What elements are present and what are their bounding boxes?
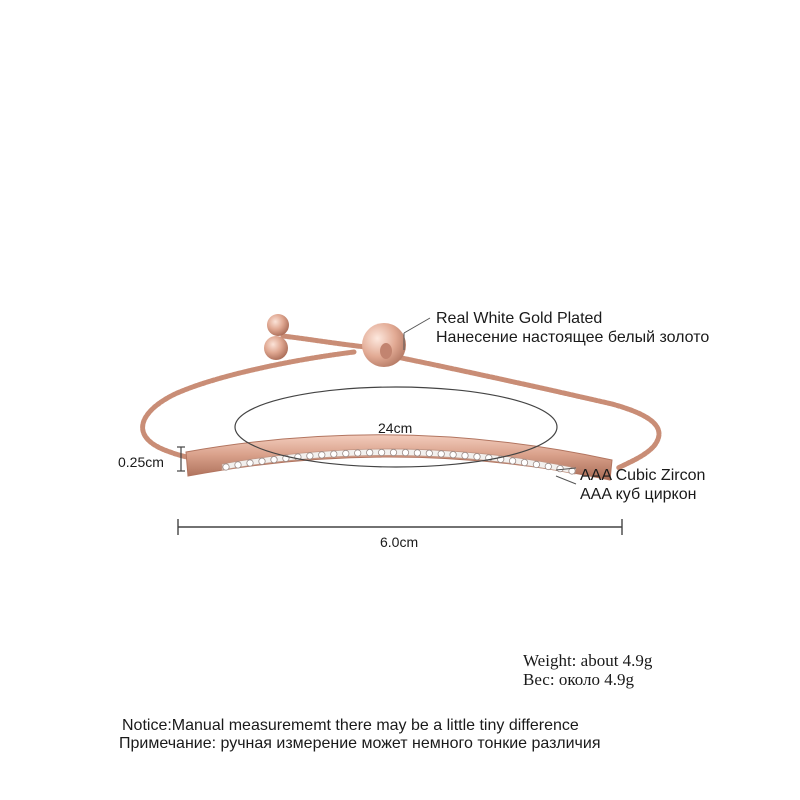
zircon-stone	[247, 460, 253, 466]
zircon-stone	[355, 450, 361, 456]
length-label: 24cm	[378, 420, 413, 436]
height-marker	[177, 447, 185, 471]
height-label: 0.25cm	[118, 454, 164, 470]
weight-label-ru: Вес: около 4.9g	[523, 670, 634, 689]
weight-label: Weight: about 4.9g	[523, 651, 653, 670]
zircon-stone	[545, 463, 551, 469]
plating-label: Real White Gold Plated	[436, 310, 603, 327]
zircon-stone	[390, 449, 396, 455]
zircon-stone	[259, 458, 265, 464]
slider-clasp	[362, 323, 406, 367]
zircon-stone	[533, 461, 539, 467]
zircon-stone	[331, 451, 337, 457]
zircon-stone	[450, 452, 456, 458]
notice-text: Notice:Manual measurememt there may be a little tiny difference	[122, 717, 579, 734]
zircon-stone	[235, 462, 241, 468]
zircon-stone	[378, 449, 384, 455]
zircon-stone	[474, 454, 480, 460]
zircon-stone	[557, 466, 563, 472]
plating-label-ru: Нанесение настоящее белый золото	[436, 329, 710, 346]
zircon-stone	[343, 450, 349, 456]
zircon-stone	[402, 449, 408, 455]
width-label: 6.0cm	[380, 534, 419, 550]
zircon-stone	[438, 451, 444, 457]
zircon-stone	[414, 450, 420, 456]
stone-label: AAA Cubic Zircon	[580, 467, 706, 484]
zircon-stone	[521, 459, 527, 465]
zircon-bar	[186, 435, 612, 480]
zircon-stone	[426, 450, 432, 456]
notice-text-ru: Примечание: ручная измерение может немного тонкие различия	[119, 735, 601, 752]
zircon-stone	[223, 464, 229, 470]
zircon-stone	[367, 449, 373, 455]
zircon-stone	[462, 452, 468, 458]
zircon-stone	[271, 457, 277, 463]
stone-label-ru: AAA куб циркон	[580, 486, 697, 503]
zircon-stone	[319, 452, 325, 458]
zircon-stone	[509, 458, 515, 464]
zircon-stone	[307, 453, 313, 459]
